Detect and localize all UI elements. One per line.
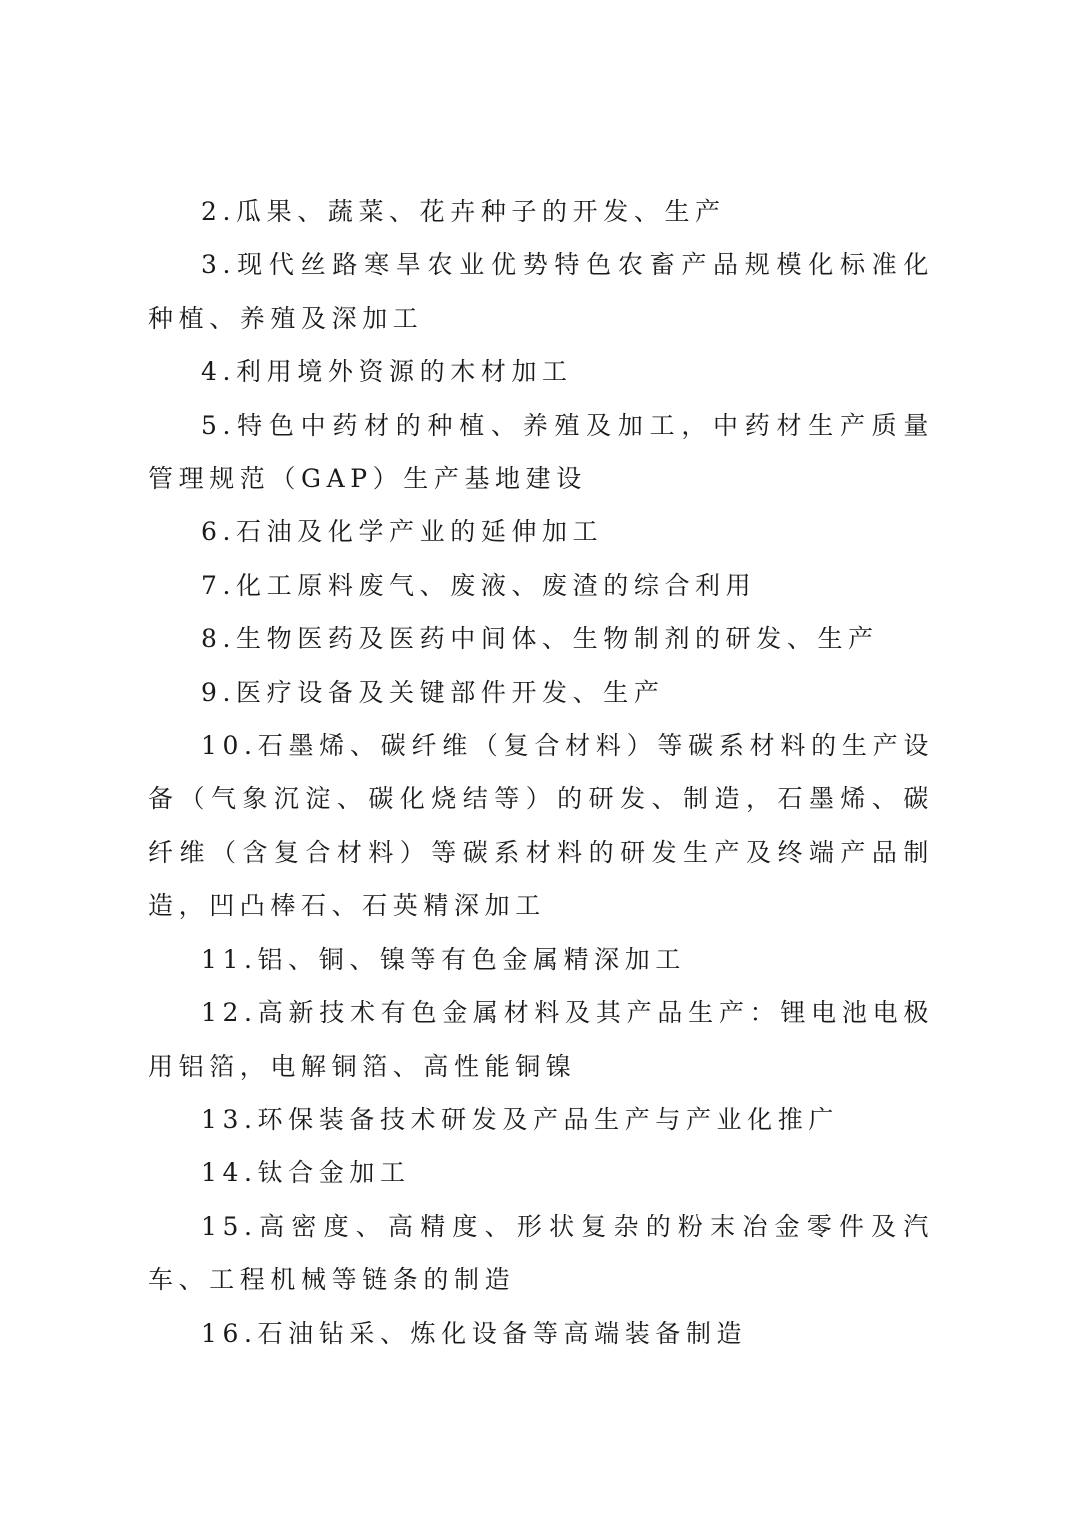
list-item: 9.医疗设备及关键部件开发、生产 <box>201 677 665 707</box>
list-item: 2.瓜果、蔬菜、花卉种子的开发、生产 <box>201 197 726 226</box>
list-item: 7.化工原料废气、废液、废渣的综合利用 <box>201 570 757 600</box>
list-item: 4.利用境外资源的木材加工 <box>201 357 573 387</box>
list-item: 3.现代丝路寒旱农业优势特色农畜产品规模化标准化种植、养殖及深加工 <box>148 250 934 333</box>
document-body <box>148 185 934 1360</box>
list-item: 6.石油及化学产业的延伸加工 <box>201 517 604 547</box>
list-item: 5.特色中药材的种植、养殖及加工，中药材生产质量管理规范（GAP）生产基地建设 <box>148 410 934 494</box>
list-item: 15.高密度、高精度、形状复杂的粉末冶金零件及汽车、工程机械等链条的制造 <box>148 1211 934 1295</box>
list-item: 11.铝、铜、镍等有色金属精深加工 <box>201 944 686 974</box>
list-item: 13.环保装备技术研发及产品生产与产业化推广 <box>201 1104 839 1134</box>
list-item: 12.高新技术有色金属材料及其产品生产：锂电池电极用铝箔，电解铜箔、高性能铜镍 <box>148 998 934 1081</box>
list-item: 16.石油钻采、炼化设备等高端装备制造 <box>201 1318 748 1348</box>
list-item: 8.生物医药及医药中间体、生物制剂的研发、生产 <box>201 624 879 654</box>
list-item: 10.石墨烯、碳纤维（复合材料）等碳系材料的生产设备（气象沉淀、碳化烧结等）的研发、制造，石墨烯、碳纤维（含复合材料）等碳系材料的研发生产及终端产品制造，凹凸棒石、石英精深加工 <box>148 731 934 921</box>
list-item: 14.钛合金加工 <box>201 1158 411 1188</box>
